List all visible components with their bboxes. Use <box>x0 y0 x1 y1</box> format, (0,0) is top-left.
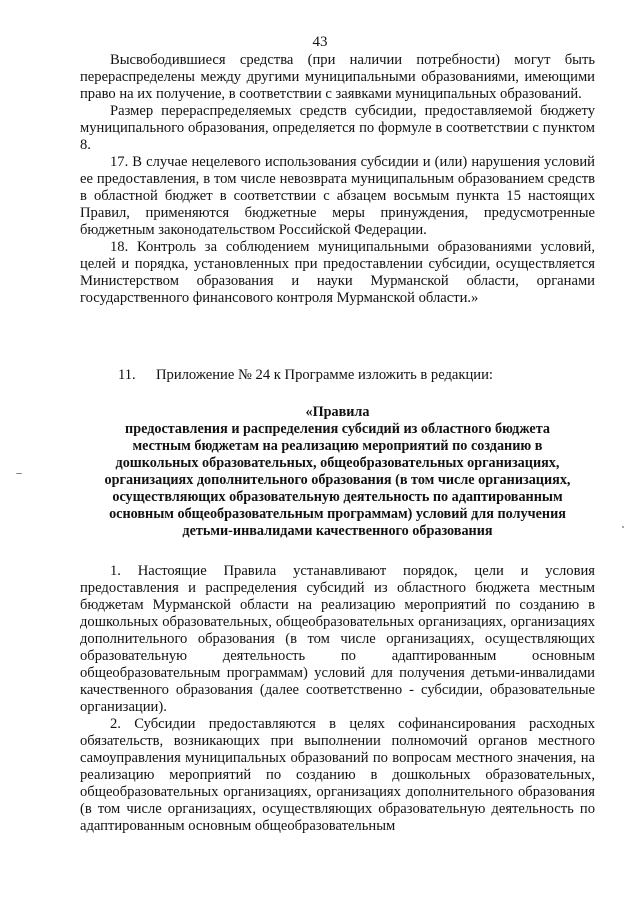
title-line: осуществляющих образовательную деятельность по адаптированным <box>112 489 563 505</box>
amendment-number: 11. <box>118 367 136 383</box>
title-line: предоставления и распределения субсидий из областного бюджета <box>125 421 550 437</box>
title-line: местным бюджетам на реализацию мероприятий по созданию в <box>132 438 543 454</box>
amendment-instruction <box>118 367 493 384</box>
scan-speck <box>16 473 22 474</box>
body-text-bottom <box>80 563 595 835</box>
title-line: «Правила <box>305 404 370 420</box>
paragraph-item-18: 18. Контроль за соблюдением муниципальными образованиями условий, целей и порядка, установленных при предоставлении субсидии, осуществляется Министерством образования и науки Мурманской области, органами государственного финансового контроля Мурманской области.» <box>80 239 595 306</box>
title-line: дошкольных образовательных, общеобразовательных организациях, <box>115 455 560 471</box>
paragraph-item-2: 2. Субсидии предоставляются в целях софинансирования расходных обязательств, возникающих при выполнении полномочий органов местного самоуправления муниципальных образований по вопросам местного значения, на реализацию мероприятий по созданию в дошкольных образовательных, общеобразовательных организациях, организациях дополнительного образования (в том числе организациях, осуществляющих образовательную деятельность по адаптированным основным общеобразовательным <box>80 716 595 834</box>
paragraph-redistribution: Высвободившиеся средства (при наличии потребности) могут быть перераспределены между другими муниципальными образованиями, имеющими право на их получение, в соответствии с заявками муниципальных образований. <box>80 52 595 102</box>
scan-speck <box>622 526 624 528</box>
title-line: основным общеобразовательным программам) условий для получения <box>109 506 566 522</box>
rules-title <box>80 404 595 540</box>
title-line: организациях дополнительного образования (в том числе организациях, <box>104 472 571 488</box>
amendment-text: Приложение № 24 к Программе изложить в редакции: <box>156 367 493 383</box>
page-number: 43 <box>312 34 328 50</box>
paragraph-redistribution-amount: Размер перераспределяемых средств субсидии, предоставляемой бюджету муниципального образования, определяется по формуле в соответствии с пунктом 8. <box>80 103 595 153</box>
paragraph-item-17: 17. В случае нецелевого использования субсидии и (или) нарушения условий ее предоставления, в том числе невозврата муниципальным образованием средств в областной бюджет в соответствии с абзацем восьмым пункта 15 настоящих Правил, применяются бюджетные меры принуждения, предусмотренные бюджетным законодательством Российской Федерации. <box>80 154 595 238</box>
body-text-top <box>80 52 595 307</box>
paragraph-item-1: 1. Настоящие Правила устанавливают порядок, цели и условия предоставления и распределения субсидий из областного бюджета местным бюджетам Мурманской области на реализацию мероприятий по созданию в дошкольных образовательных, общеобразовательных организациях, организациях дополнительного образования (в том числе организациях, осуществляющих образовательную деятельность по адаптированным основным общеобразовательным программам) условий для получения детьми-инвалидами качественного образования (далее соответственно - субсидии, образовательные организации). <box>80 563 595 715</box>
title-line: детьми-инвалидами качественного образования <box>182 523 493 539</box>
